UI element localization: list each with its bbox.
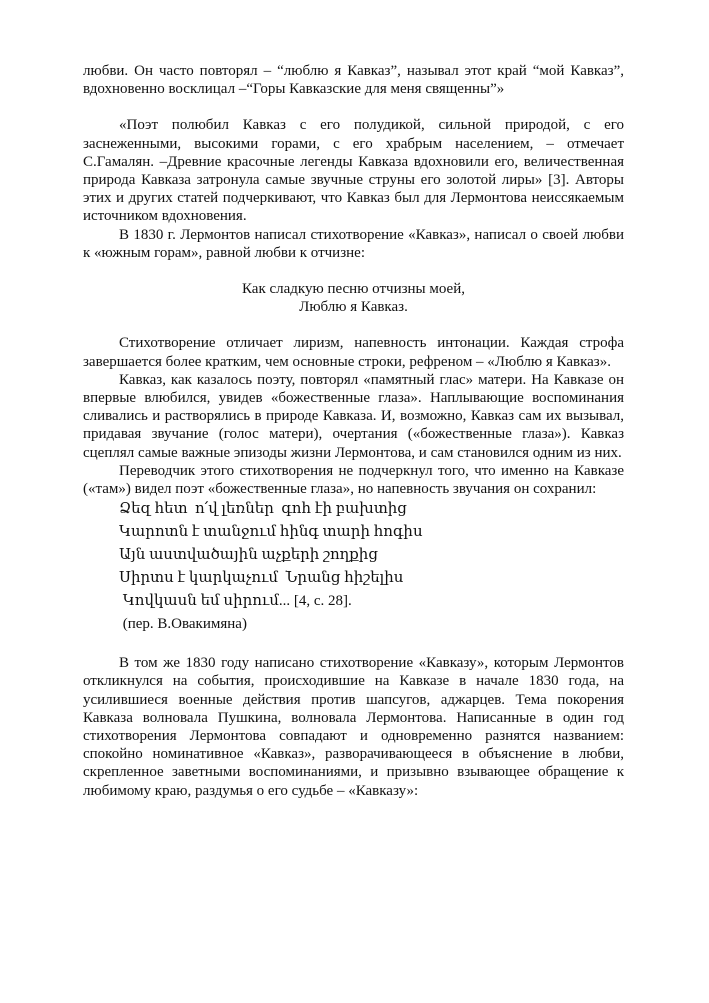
page-body [83,62,624,800]
verse-line: Ձեզ հետ ո՛վ լեռներ գոհ էի բախտից [119,501,407,518]
paragraph-spacer [83,98,624,116]
paragraph: В 1830 г. Лермонтов написал стихотворение «Кавказ», написал о своей любви к «южным горам», равной любви к отчизне: [83,226,624,261]
paragraph: любви. Он часто повторял – “люблю я Кавказ”, называл этот край “мой Кавказ”, вдохновенно восклицал –“Горы Кавказские для меня священны”» [83,63,624,98]
paragraph: Стихотворение отличает лиризм, напевность интонации. Каждая строфа завершается более кратким, чем основные строки, рефреном – «Люблю я Кавказ». [83,335,624,370]
verse-line: Այն աստվածային աչքերի շողքից [119,547,378,564]
verse-line: Կովկասն եմ սիրում... [4, с. 28]. [119,593,352,610]
translator-credit: (пер. В.Овакимяна) [119,616,247,633]
verse-line: Կարոտն է տանջում հինգ տարի հոգիս [119,524,423,541]
paragraph-spacer [83,316,624,334]
verse-line: Սիրտս է կարկաչում Նրանց հիշելիս [119,570,404,587]
paragraph-spacer [83,636,624,654]
armenian-translation-verse [119,498,624,636]
verse-line: Люблю я Кавказ. [299,299,408,316]
quoted-verse [83,280,624,316]
paragraph: Кавказ, как казалось поэту, повторял «памятный глас» матери. На Кавказе он впервые влюбился, увидев «божественные глаза». Наплывающие воспоминания сливались и растворялись в природе Кавказа. И, возможно, Кавказ сам их вызывал, придавая звучание (голос матери), очертания («божественные глаза»). Кавказ сцеплял самые важные эпизоды жизни Лермонтова, и сам становился одним из них. [83,371,624,461]
paragraph-spacer [83,262,624,280]
paragraph: В том же 1830 году написано стихотворение «Кавказу», которым Лермонтов откликнулся на события, происходившие на Кавказе в начале 1830 года, на усилившиеся военные действия против шапсугов, аджарцев. Тема покорения Кавказа волновала Пушкина, волновала Лермонтова. Написанные в один год стихотворения Лермонтова совпадают и одновременно разнятся названием: спокойно номинативное «Кавказ», разворачивающееся в объяснение в любви, скрепленное заветными воспоминаниями, и призывно взывающее обращение к любимому краю, раздумья о его судьбе – «Кавказу»: [83,655,624,799]
paragraph: Переводчик этого стихотворения не подчеркнул того, что именно на Кавказе («там») видел поэт «божественные глаза», но напевность звучания он сохранил: [83,462,624,498]
verse-line: Как сладкую песню отчизны моей, [242,281,465,298]
paragraph: «Поэт полюбил Кавказ с его полудикой, сильной природой, с его заснеженными, высокими горами, с его храбрым населением, – отмечает С.Гамалян. –Древние красочные легенды Кавказа вдохновили его, величественная природа Кавказа затронула самые звучные струны его золотой лиры» [3]. Авторы этих и других статей подчеркивают, что Кавказ был для Лермонтова неиссякаемым источником вдохновения. [83,117,624,225]
